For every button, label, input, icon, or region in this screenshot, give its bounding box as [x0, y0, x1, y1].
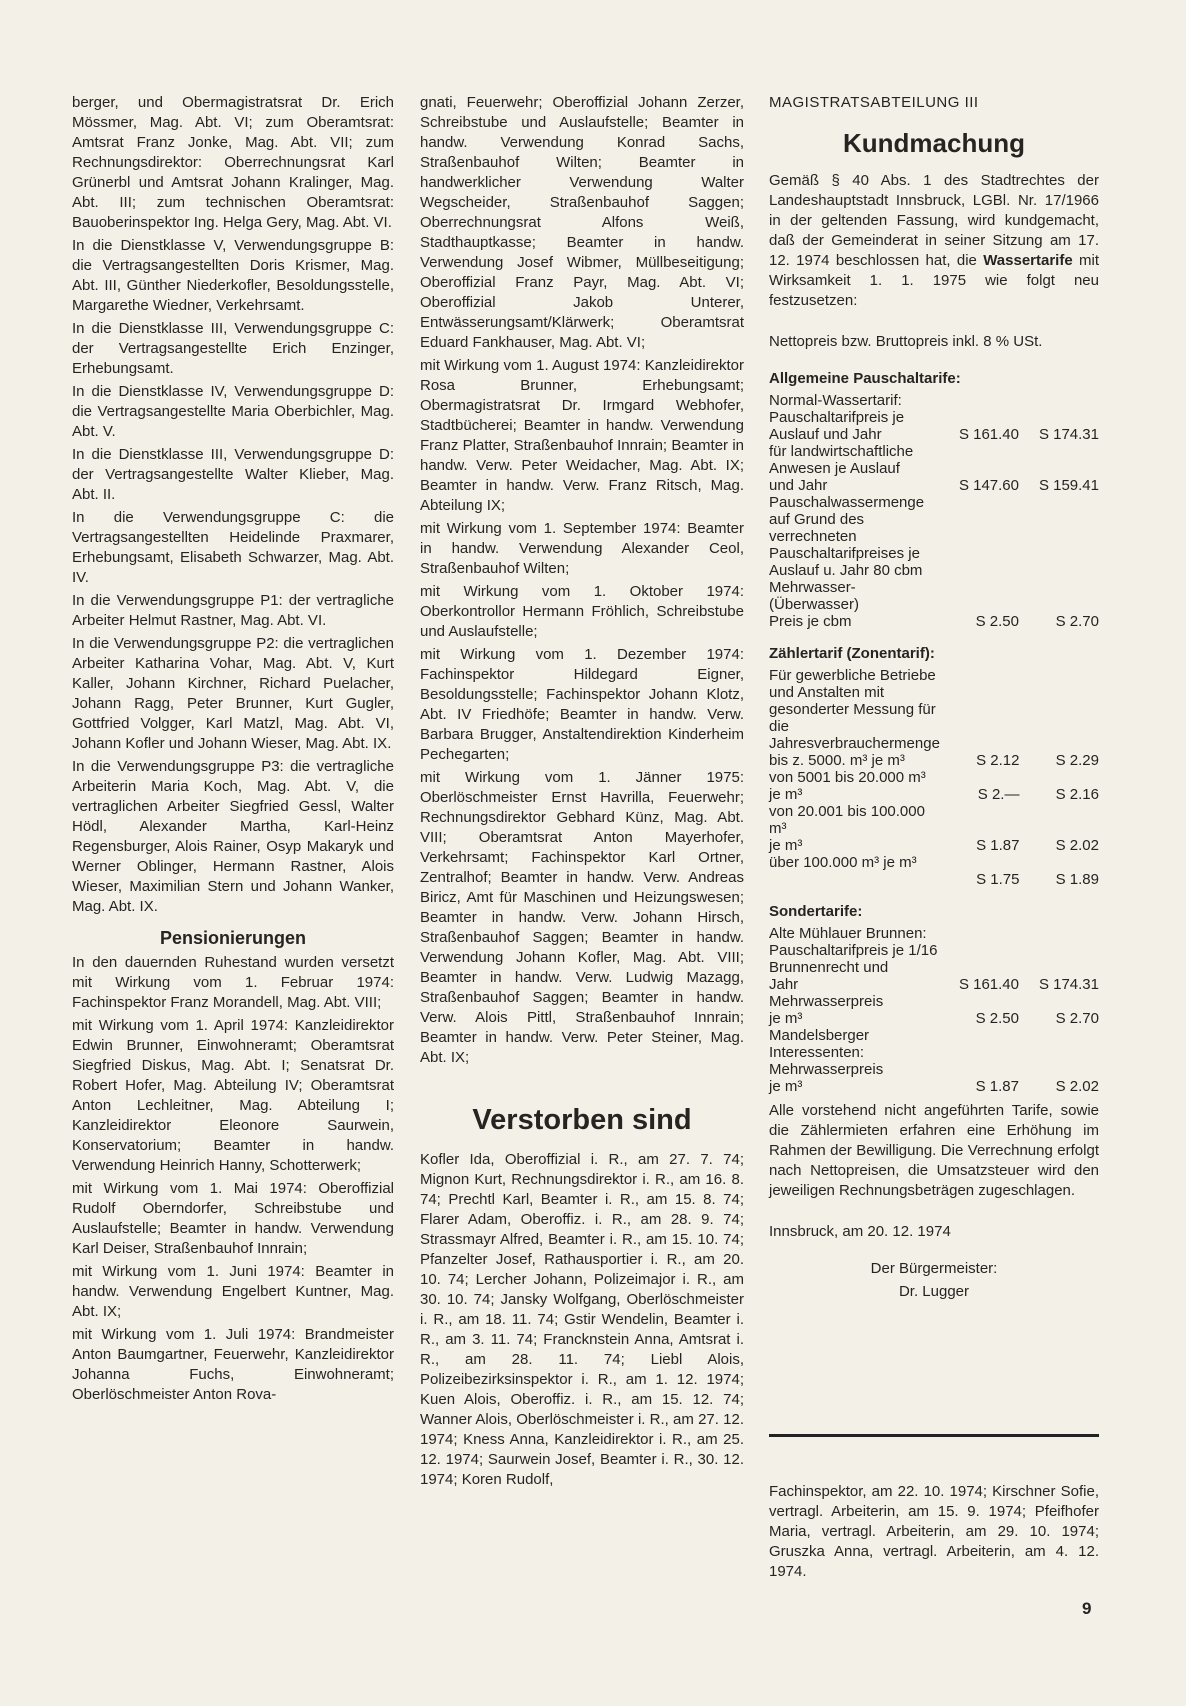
tariff-description: Pauschaltarifpreis je 1/16 Brunnenrecht und [769, 942, 938, 976]
paragraph: In die Verwendungsgruppe C: die Vertragsangestellten Heidelinde Praxmarer, Erhebungsamt, Elisabeth Schwarzer, Mag. Abt. IV. [72, 509, 394, 586]
tariff-description: Preis je cbm [769, 613, 852, 630]
gross-price: S 2.70 [1055, 1010, 1099, 1027]
paragraph: mit Wirkung vom 1. September 1974: Beamter in handw. Verwendung Alexander Ceol, Straßenbauhof Wilten; [420, 520, 744, 577]
paragraph: In die Dienstklasse IV, Verwendungsgruppe D: die Vertragsangestellte Maria Oberbichler, Mag. Abt. V. [72, 383, 394, 440]
paragraph: In die Verwendungsgruppe P3: die vertragliche Arbeiterin Maria Koch, Mag. Abt. V, die vertraglichen Arbeiter Siegfried Gessl, Walter Hödl, Alexander Martha, Karl-Heinz Regensburger, Alois Rainer, Osyp Makaryk und Werner Oblinger, Hermann Rastner, Alois Wieser, Maximilian Stern und Johann Wanker, Mag. Abt. IX. [72, 758, 394, 915]
divider-rule [769, 1434, 1099, 1437]
tariff-row [769, 477, 1099, 494]
gross-price [1019, 579, 1099, 613]
paragraph: mit Wirkung vom 1. Juli 1974: Brandmeister Anton Baumgartner, Feuerwehr, Kanzleidirektor Johanna Fuchs, Einwohneramt; Oberlöschmeister Anton Rova- [72, 1326, 394, 1403]
tariff-row [769, 803, 1099, 837]
gross-price [1019, 443, 1099, 477]
tariff-row [769, 993, 1099, 1010]
tariff-description: für landwirtschaftliche Anwesen je Auslauf [769, 443, 914, 477]
paragraph: mit Wirkung vom 1. Juni 1974: Beamter in handw. Verwendung Engelbert Kuntner, Mag. Abt. IX; [72, 1263, 394, 1320]
gross-price: S 1.89 [1055, 871, 1099, 888]
gross-price [1019, 854, 1099, 871]
net-price [939, 494, 1019, 579]
net-price: S 2.50 [975, 613, 1019, 630]
tariff-description [769, 871, 940, 888]
paragraph: In den dauernden Ruhestand wurden versetzt mit Wirkung vom 1. Februar 1974: Fachinspektor Franz Morandell, Mag. Abt. VIII; [72, 954, 394, 1011]
kundmachung-title: Kundmachung [843, 128, 1025, 158]
tariff-description: Für gewerbliche Betriebe und Anstalten mit gesonderter Messung für die Jahresverbrauchermenge [769, 667, 940, 752]
gross-price [1019, 392, 1099, 409]
net-price: S 1.87 [976, 837, 1020, 854]
gross-price [1019, 1027, 1099, 1061]
section-heading-zaehlertarif: Zählertarif (Zonentarif): [769, 645, 935, 662]
tariff-description: je m³ [769, 786, 803, 803]
tariff-description: Auslauf und Jahr [769, 426, 882, 443]
place-date: Innsbruck, am 20. 12. 1974 [769, 1223, 951, 1240]
tariff-description: je m³ [769, 1078, 803, 1095]
signer-name: Dr. Lugger [898, 1283, 970, 1300]
pensionierungen-heading: Pensionierungen [159, 928, 307, 948]
price-note: Nettopreis bzw. Bruttopreis inkl. 8 % USt. [769, 333, 1043, 350]
gross-price: S 174.31 [1038, 976, 1099, 993]
gross-price: S 174.31 [1038, 426, 1099, 443]
net-price [939, 942, 1019, 976]
signer-role: Der Bürgermeister: [870, 1260, 998, 1277]
intro-paragraph: Gemäß § 40 Abs. 1 des Stadtrechtes der Landeshauptstadt Innsbruck, LGBl. Nr. 17/1966 in der geltenden Fassung, wird kundgemacht, daß der Gemeinderat in seiner Sitzung am 17. 12. 1974 beschlossen hat, die Wassertarife mit Wirksamkeit 1. 1. 1975 wie folgt neu festzusetzen: [769, 172, 1099, 309]
paragraph: gnati, Feuerwehr; Oberoffizial Johann Zerzer, Schreibstube und Auslaufstelle; Beamter in handw. Verwendung Konrad Sachs, Straßenbauhof Wilten; Beamter in handwerklicher Verwendung Walter Wegscheider, Straßenbauhof Saggen; Oberrechnungsrat Alfons Weiß, Stadthauptkasse; Beamter in handw. Verwendung Josef Wibmer, Müllbeseitigung; Oberoffizial Franz Payr, Mag. Abt. VI; Oberoffizial Jakob Unterer, Entwässerungsamt/Klärwerk; Oberamtsrat Eduard Fankhauser, Mag. Abt. VI; [420, 94, 744, 351]
paragraph: berger, und Obermagistratsrat Dr. Erich Mössmer, Mag. Abt. VI; zum Oberamtsrat: Amtsrat Franz Jonke, Mag. Abt. VII; zum Rechnungsdirektor: Oberrechnungsrat Karl Grünerbl und Amtsrat Johann Kralinger, Mag. Abt. III; zum technischen Oberamtsrat: Bauoberinspektor Ing. Helga Gery, Mag. Abt. VI. [72, 94, 394, 231]
tariff-description: von 20.001 bis 100.000 m³ [769, 803, 925, 837]
gross-price: S 159.41 [1038, 477, 1099, 494]
tariff-row [769, 494, 1099, 579]
tariff-description: Jahr [769, 976, 799, 993]
tariff-description: Mehrwasser-(Überwasser) [769, 579, 860, 613]
net-price: S 1.87 [975, 1078, 1019, 1095]
net-price [939, 1061, 1019, 1078]
paragraph: mit Wirkung vom 1. Jänner 1975: Oberlöschmeister Ernst Havrilla, Feuerwehr; Rechnungsdirektor Gebhard Künz, Mag. Abt. VIII; Oberamtsrat Anton Mayerhofer, Verkehrsamt; Fachinspektor Karl Ortner, Zentralhof; Beamter in handw. Verw. Andreas Biricz, Amt für Maschinen und Heizungswesen; Beamter in handw. Verw. Johann Hirsch, Straßenbauhof Saggen; Beamter in handw. Verwendung Johann Kofler, Mag. Abt. VIII; Beamter in handw. Verw. Ludwig Mazagg, Straßenbauhof Saggen; Beamter in handw. Verw. Alois Pittl, Straßenbauhof Innrain; Beamter in handw. Verw. Peter Steiner, Mag. Abt. IX; [420, 769, 744, 1066]
tariff-description: Alte Mühlauer Brunnen: [769, 925, 927, 942]
tariff-row [769, 1078, 1099, 1095]
net-price: S 2.12 [976, 752, 1020, 769]
gross-price [1019, 1061, 1099, 1078]
tariff-description: über 100.000 m³ je m³ [769, 854, 917, 871]
tariff-row [769, 613, 1099, 630]
section-heading-sondertarife: Sondertarife: [769, 903, 863, 920]
net-price [939, 1027, 1019, 1061]
gross-price [1019, 667, 1099, 752]
gross-price: S 2.16 [1055, 786, 1099, 803]
paragraph: In die Verwendungsgruppe P1: der vertragliche Arbeiter Helmut Rastner, Mag. Abt. VI. [72, 592, 394, 629]
tariff-row [769, 409, 1099, 426]
tariff-description: von 5001 bis 20.000 m³ [769, 769, 926, 786]
gross-price: S 2.02 [1055, 1078, 1099, 1095]
paragraph: mit Wirkung vom 1. Dezember 1974: Fachinspektor Hildegard Eigner, Besoldungsstelle; Fachinspektor Johann Klotz, Abt. IV Friedhöfe; Beamter in handw. Verw. Barbara Brugger, Anstaltendirektion Kinderheim Pechegarten; [420, 646, 744, 763]
paragraph: In die Dienstklasse V, Verwendungsgruppe B: die Vertragsangestellten Doris Krismer, Mag. Abt. III, Günther Niederkofler, Besoldungsstelle, Margarethe Wiedner, Verkehrsamt. [72, 237, 394, 314]
tariff-description: je m³ [769, 837, 803, 854]
verstorben-continuation: Fachinspektor, am 22. 10. 1974; Kirschner Sofie, vertragl. Arbeiterin, am 15. 9. 1974; Pfeifhofer Maria, vertragl. Arbeiterin, am 29. 10. 1974; Gruszka Anna, vertragl. Arbeiterin, am 4. 12. 1974. [769, 1483, 1099, 1580]
department-label: MAGISTRATSABTEILUNG III [769, 94, 979, 111]
tariff-row [769, 1010, 1099, 1027]
column-right [769, 93, 1099, 1305]
paragraph: In die Verwendungsgruppe P2: die vertraglichen Arbeiter Katharina Vohar, Mag. Abt. V, Kurt Kaller, Johann Kirchner, Richard Puelacher, Johann Ragg, Peter Brunner, Kurt Gugler, Gottfried Volgger, Karl Matzl, Mag. Abt. VI, Johann Kofler und Johann Wieser, Mag. Abt. IX. [72, 635, 394, 752]
tariff-row [769, 769, 1099, 786]
net-price [940, 803, 1020, 837]
tariff-row [769, 942, 1099, 976]
tariff-row [769, 837, 1099, 854]
verstorben-section [420, 1102, 744, 1490]
tariff-description: je m³ [769, 1010, 803, 1027]
tariff-row [769, 925, 1099, 942]
net-price [940, 667, 1020, 752]
tariff-row [769, 854, 1099, 871]
gross-price [1019, 803, 1099, 837]
gross-price: S 2.29 [1055, 752, 1099, 769]
tariff-row [769, 426, 1099, 443]
section-heading-pauschaltarife: Allgemeine Pauschaltarife: [769, 370, 961, 387]
paragraph: mit Wirkung vom 1. Oktober 1974: Oberkontrollor Hermann Fröhlich, Schreibstube und Auslaufstelle; [420, 583, 744, 640]
tariff-row [769, 579, 1099, 613]
tariff-row [769, 976, 1099, 993]
net-price: S 1.75 [976, 871, 1020, 888]
tariff-row [769, 1061, 1099, 1078]
tariff-description: und Jahr [769, 477, 828, 494]
gross-price: S 2.70 [1055, 613, 1099, 630]
tariff-row [769, 871, 1099, 888]
tariff-table-sonder [769, 925, 1099, 1095]
page-number: 9 [1082, 1599, 1092, 1618]
gross-price [1019, 993, 1099, 1010]
paragraph: In die Dienstklasse III, Verwendungsgruppe C: der Vertragsangestellte Erich Enzinger, Erhebungsamt. [72, 320, 394, 377]
net-price [939, 443, 1019, 477]
tariff-row [769, 1027, 1099, 1061]
tariff-row [769, 392, 1099, 409]
net-price [939, 392, 1019, 409]
net-price [939, 409, 1019, 426]
column-middle [420, 93, 744, 1493]
tariff-description: bis z. 5000. m³ je m³ [769, 752, 905, 769]
wassertarife-keyword: Wassertarife [983, 252, 1073, 269]
net-price: S 147.60 [958, 477, 1019, 494]
paragraph: In die Dienstklasse III, Verwendungsgruppe D: der Vertragsangestellte Walter Klieber, Mag. Abt. II. [72, 446, 394, 503]
closing-paragraph: Alle vorstehend nicht angeführten Tarife, sowie die Zählermieten erfahren eine Erhöhung im Rahmen der Bewilligung. Die Verrechnung erfolgt nach Nettopreisen, die Umsatzsteuer wird den jeweiligen Rechnungsbeträgen zugeschlagen. [769, 1102, 1099, 1199]
column-left [72, 93, 394, 1408]
net-price [939, 579, 1019, 613]
gross-price [1019, 409, 1099, 426]
gross-price [1019, 942, 1099, 976]
paragraph: mit Wirkung vom 1. Mai 1974: Oberoffizial Rudolf Oberndorfer, Schreibstube und Auslaufstelle; Beamter in handw. Verwendung Karl Deiser, Straßenbauhof Innrain; [72, 1180, 394, 1257]
tariff-row [769, 752, 1099, 769]
paragraph: mit Wirkung vom 1. August 1974: Kanzleidirektor Rosa Brunner, Erhebungsamt; Obermagistratsrat Dr. Irmgard Webhofer, Stadtbücherei; Beamter in handw. Verwendung Franz Platter, Straßenbauhof Innrain; Beamter in handw. Verw. Peter Weidacher, Mag. Abt. IX; Beamter in handw. Verw. Franz Ritsch, Mag. Abteilung IX; [420, 357, 744, 514]
tariff-row [769, 786, 1099, 803]
tariff-row [769, 667, 1099, 752]
tariff-row [769, 443, 1099, 477]
verstorben-heading: Verstorben sind [472, 1104, 692, 1136]
gross-price [1019, 925, 1099, 942]
net-price [939, 925, 1019, 942]
paragraph: mit Wirkung vom 1. April 1974: Kanzleidirektor Edwin Brunner, Einwohneramt; Oberamtsrat Siegfried Diskus, Mag. Abt. I; Senatsrat Dr. Robert Hofer, Mag. Abteilung IV; Oberamtsrat Anton Lechleitner, Mag. Abteilung I; Kanzleidirektor Eleonore Saurwein, Konservatorium; Beamter in handw. Verwendung Heinrich Hanny, Schotterwerk; [72, 1017, 394, 1174]
gross-price: S 2.02 [1055, 837, 1099, 854]
net-price: S 2.50 [975, 1010, 1019, 1027]
tariff-description: Pauschalwassermenge auf Grund des verrechneten Pauschaltarifpreises je Auslauf u. Jahr 80 cbm [769, 494, 925, 579]
net-price: S 161.40 [958, 976, 1019, 993]
net-price [940, 769, 1020, 786]
tariff-description: Mandelsberger Interessenten: [769, 1027, 870, 1061]
tariff-description: Mehrwasserpreis [769, 993, 884, 1010]
tariff-description: Normal-Wassertarif: [769, 392, 902, 409]
column-right-continuation [769, 1482, 1099, 1585]
net-price: S 161.40 [958, 426, 1019, 443]
net-price [940, 854, 1020, 871]
net-price: S 2.— [977, 786, 1020, 803]
tariff-table-zaehler [769, 667, 1099, 888]
tariff-description: Mehrwasserpreis [769, 1061, 884, 1078]
tariff-table-pauschal [769, 392, 1099, 630]
net-price [939, 993, 1019, 1010]
gross-price [1019, 494, 1099, 579]
tariff-description: Pauschaltarifpreis je [769, 409, 905, 426]
gross-price [1019, 769, 1099, 786]
verstorben-list: Kofler Ida, Oberoffizial i. R., am 27. 7. 74; Mignon Kurt, Rechnungsdirektor i. R., am 16. 8. 74; Prechtl Karl, Beamter i. R., am 15. 8. 74; Flarer Adam, Oberoffiz. i. R., am 28. 9. 74; Strassmayr Alfred, Beamter i. R., am 15. 10. 74; Pfanzelter Josef, Rathausportier i. R., am 20. 10. 74; Lercher Johann, Polizeimajor i. R., am 30. 10. 74; Jansky Wolfgang, Oberlöschmeister i. R., am 18. 11. 74; Gstir Wendelin, Beamter i. R., am 3. 11. 74; Francknstein Anna, Amtsrat i. R., am 28. 11. 74; Liebl Alois, Polizeibezirksinspektor i. R., am 1. 12. 1974; Kuen Alois, Oberoffiz. i. R., am 15. 12. 74; Wanner Alois, Oberlöschmeister i. R., am 27. 12. 1974; Kness Anna, Kanzleidirektor i. R., am 25. 12. 1974; Saurwein Josef, Beamter i. R., 30. 12. 1974; Koren Rudolf, [420, 1151, 744, 1488]
